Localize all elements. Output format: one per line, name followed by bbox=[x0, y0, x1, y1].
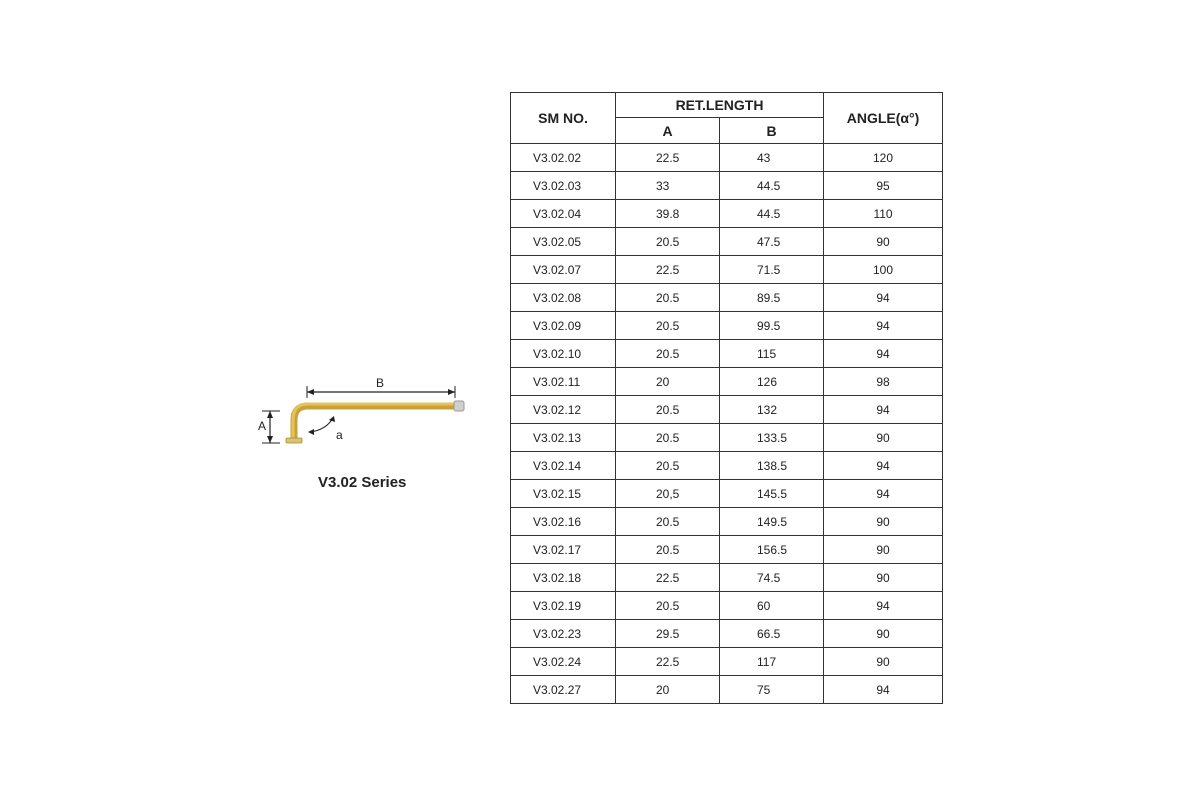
table-row bbox=[511, 592, 943, 620]
angle-arrow-start bbox=[308, 429, 314, 435]
cell-length-b: 47.5 bbox=[720, 228, 824, 256]
cell-sm-no: V3.02.08 bbox=[511, 284, 616, 312]
cell-sm-no: V3.02.11 bbox=[511, 368, 616, 396]
cell-length-b: 132 bbox=[720, 396, 824, 424]
table-row bbox=[511, 564, 943, 592]
cell-angle: 90 bbox=[824, 424, 943, 452]
cell-length-b: 117 bbox=[720, 648, 824, 676]
header-b: B bbox=[720, 118, 824, 144]
series-caption: V3.02 Series bbox=[318, 474, 407, 491]
cell-length-a: 20,5 bbox=[616, 480, 720, 508]
cell-length-b: 138.5 bbox=[720, 452, 824, 480]
cell-sm-no: V3.02.12 bbox=[511, 396, 616, 424]
cell-length-a: 20 bbox=[616, 368, 720, 396]
table-row bbox=[511, 508, 943, 536]
cell-length-b: 44.5 bbox=[720, 172, 824, 200]
table-row bbox=[511, 172, 943, 200]
table-row bbox=[511, 424, 943, 452]
cell-length-b: 44.5 bbox=[720, 200, 824, 228]
table-row bbox=[511, 200, 943, 228]
cell-length-b: 75 bbox=[720, 676, 824, 704]
cell-angle: 94 bbox=[824, 284, 943, 312]
cell-length-a: 20.5 bbox=[616, 452, 720, 480]
table-row bbox=[511, 340, 943, 368]
cell-length-a: 20.5 bbox=[616, 396, 720, 424]
spec-table-body bbox=[511, 144, 943, 704]
cell-length-b: 89.5 bbox=[720, 284, 824, 312]
cell-length-b: 74.5 bbox=[720, 564, 824, 592]
cell-length-a: 20.5 bbox=[616, 536, 720, 564]
cell-angle: 94 bbox=[824, 480, 943, 508]
table-row bbox=[511, 396, 943, 424]
dimension-b-arrow-right bbox=[448, 389, 455, 395]
valve-cap bbox=[454, 401, 464, 411]
cell-angle: 110 bbox=[824, 200, 943, 228]
cell-length-a: 20.5 bbox=[616, 312, 720, 340]
header-a: A bbox=[616, 118, 720, 144]
cell-angle: 90 bbox=[824, 228, 943, 256]
cell-sm-no: V3.02.02 bbox=[511, 144, 616, 172]
dimension-b-label: B bbox=[375, 376, 385, 390]
cell-length-a: 20.5 bbox=[616, 424, 720, 452]
table-row bbox=[511, 620, 943, 648]
dimension-a-arrow-top bbox=[267, 411, 273, 418]
cell-angle: 95 bbox=[824, 172, 943, 200]
cell-sm-no: V3.02.07 bbox=[511, 256, 616, 284]
table-row bbox=[511, 256, 943, 284]
cell-sm-no: V3.02.03 bbox=[511, 172, 616, 200]
table-row bbox=[511, 676, 943, 704]
cell-sm-no: V3.02.09 bbox=[511, 312, 616, 340]
cell-length-a: 22.5 bbox=[616, 564, 720, 592]
spec-table bbox=[510, 92, 943, 704]
cell-sm-no: V3.02.05 bbox=[511, 228, 616, 256]
angle-arrow-end bbox=[329, 416, 335, 422]
cell-length-a: 20.5 bbox=[616, 508, 720, 536]
cell-angle: 94 bbox=[824, 592, 943, 620]
valve-diagram bbox=[250, 370, 490, 460]
cell-angle: 100 bbox=[824, 256, 943, 284]
cell-angle: 90 bbox=[824, 508, 943, 536]
dimension-b-arrow-left bbox=[307, 389, 314, 395]
cell-angle: 94 bbox=[824, 676, 943, 704]
cell-sm-no: V3.02.18 bbox=[511, 564, 616, 592]
cell-length-a: 20.5 bbox=[616, 592, 720, 620]
cell-length-a: 22.5 bbox=[616, 256, 720, 284]
table-row bbox=[511, 536, 943, 564]
cell-angle: 94 bbox=[824, 452, 943, 480]
table-row bbox=[511, 452, 943, 480]
cell-sm-no: V3.02.04 bbox=[511, 200, 616, 228]
cell-length-b: 66.5 bbox=[720, 620, 824, 648]
cell-length-b: 115 bbox=[720, 340, 824, 368]
cell-sm-no: V3.02.13 bbox=[511, 424, 616, 452]
cell-sm-no: V3.02.14 bbox=[511, 452, 616, 480]
table-row bbox=[511, 648, 943, 676]
cell-angle: 90 bbox=[824, 564, 943, 592]
cell-length-a: 22.5 bbox=[616, 144, 720, 172]
header-ret-length: RET.LENGTH bbox=[616, 93, 824, 118]
cell-sm-no: V3.02.24 bbox=[511, 648, 616, 676]
cell-length-a: 39.8 bbox=[616, 200, 720, 228]
dimension-a-label: A bbox=[257, 419, 267, 433]
dimension-a-arrow-bottom bbox=[267, 436, 273, 443]
cell-length-b: 126 bbox=[720, 368, 824, 396]
cell-length-b: 156.5 bbox=[720, 536, 824, 564]
cell-sm-no: V3.02.10 bbox=[511, 340, 616, 368]
cell-length-a: 20.5 bbox=[616, 340, 720, 368]
cell-angle: 94 bbox=[824, 396, 943, 424]
cell-sm-no: V3.02.19 bbox=[511, 592, 616, 620]
cell-angle: 94 bbox=[824, 312, 943, 340]
cell-length-a: 33 bbox=[616, 172, 720, 200]
table-row bbox=[511, 144, 943, 172]
cell-angle: 90 bbox=[824, 648, 943, 676]
cell-length-a: 20.5 bbox=[616, 228, 720, 256]
cell-sm-no: V3.02.17 bbox=[511, 536, 616, 564]
cell-length-a: 29.5 bbox=[616, 620, 720, 648]
table-row bbox=[511, 480, 943, 508]
cell-length-a: 20 bbox=[616, 676, 720, 704]
cell-length-b: 99.5 bbox=[720, 312, 824, 340]
header-sm-no: SM NO. bbox=[511, 93, 616, 144]
valve-tube bbox=[294, 406, 458, 440]
cell-angle: 90 bbox=[824, 620, 943, 648]
table-row bbox=[511, 368, 943, 396]
angle-label: a bbox=[336, 428, 343, 442]
cell-sm-no: V3.02.16 bbox=[511, 508, 616, 536]
cell-sm-no: V3.02.15 bbox=[511, 480, 616, 508]
cell-angle: 98 bbox=[824, 368, 943, 396]
header-angle: ANGLE(α°) bbox=[824, 93, 943, 144]
cell-length-b: 43 bbox=[720, 144, 824, 172]
cell-angle: 94 bbox=[824, 340, 943, 368]
valve-base bbox=[286, 438, 302, 443]
cell-length-b: 133.5 bbox=[720, 424, 824, 452]
table-row bbox=[511, 228, 943, 256]
cell-length-b: 145.5 bbox=[720, 480, 824, 508]
cell-angle: 90 bbox=[824, 536, 943, 564]
cell-sm-no: V3.02.23 bbox=[511, 620, 616, 648]
cell-length-a: 20.5 bbox=[616, 284, 720, 312]
cell-length-a: 22.5 bbox=[616, 648, 720, 676]
cell-sm-no: V3.02.27 bbox=[511, 676, 616, 704]
table-row bbox=[511, 312, 943, 340]
cell-length-b: 149.5 bbox=[720, 508, 824, 536]
cell-angle: 120 bbox=[824, 144, 943, 172]
table-row bbox=[511, 284, 943, 312]
cell-length-b: 60 bbox=[720, 592, 824, 620]
cell-length-b: 71.5 bbox=[720, 256, 824, 284]
